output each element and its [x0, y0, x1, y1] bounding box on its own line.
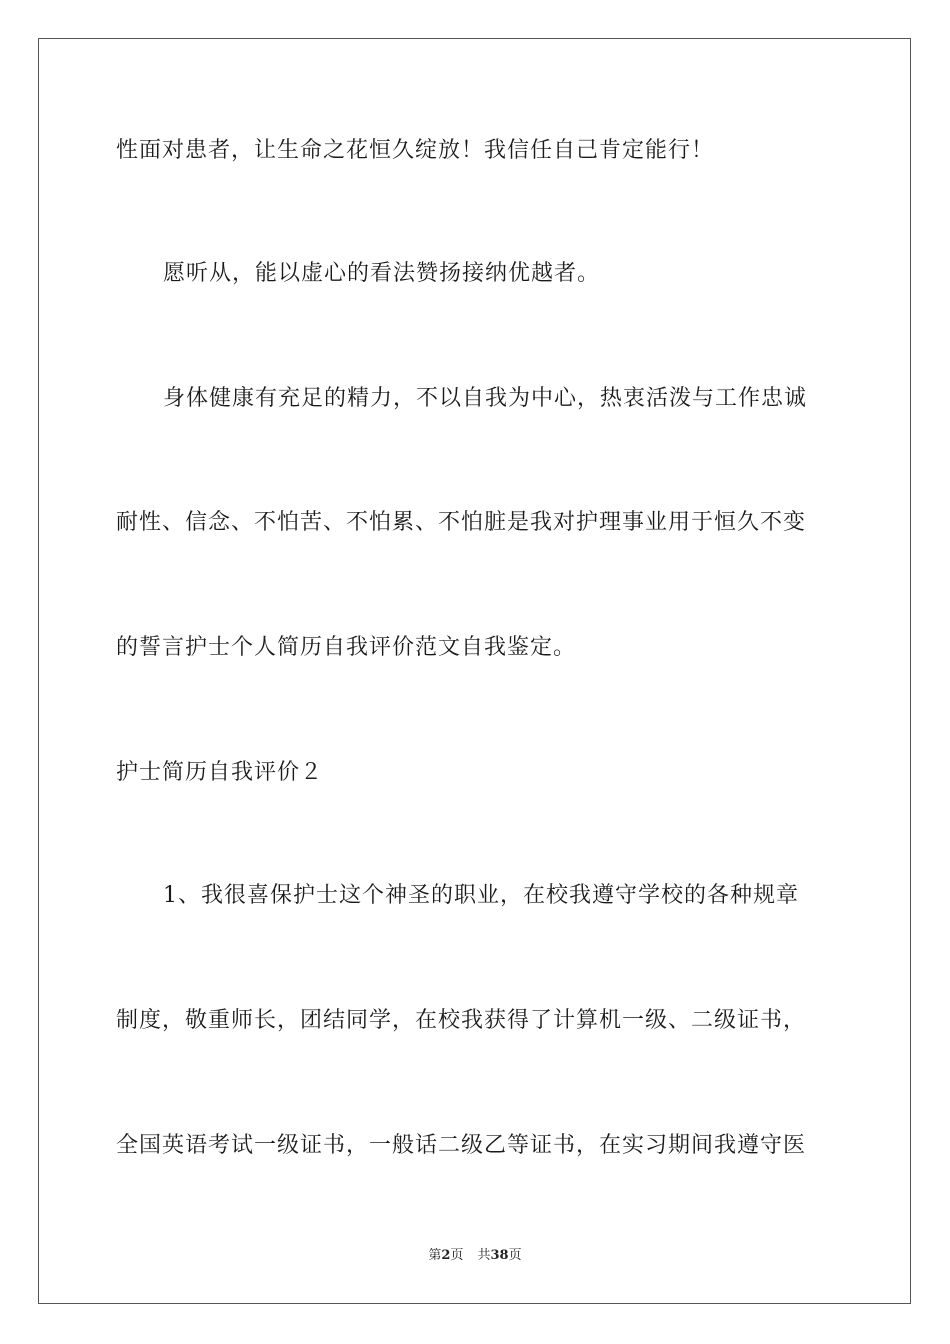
footer-page-number: 2 — [441, 1248, 451, 1263]
text-line-5: 的誓言护士个人简历自我评价范文自我鉴定。 — [116, 635, 577, 660]
footer-total-suffix: 页 — [508, 1248, 522, 1263]
page-border — [38, 38, 911, 1304]
text-line-1: 性面对患者，让生命之花恒久绽放！我信任自己肯定能行！ — [116, 138, 715, 163]
footer-total-prefix: 共 — [477, 1248, 491, 1263]
footer-total-pages: 38 — [490, 1248, 509, 1263]
text-line-3: 身体健康有充足的精力，不以自我为中心，热衷活泼与工作忠诚 — [163, 386, 808, 411]
footer-page-suffix: 页 — [450, 1248, 464, 1263]
text-line-4: 耐性、信念、不怕苦、不怕累、不怕脏是我对护理事业用于恒久不变 — [116, 510, 807, 535]
text-line-7: 1、我很喜保护士这个神圣的职业，在校我遵守学校的各种规章 — [163, 883, 799, 908]
text-line-2: 愿听从，能以虚心的看法赞扬接纳优越者。 — [163, 261, 601, 286]
footer-page-prefix: 第 — [428, 1248, 442, 1263]
text-line-9: 全国英语考试一级证书，一般话二级乙等证书，在实习期间我遵守医 — [116, 1133, 807, 1158]
text-line-8: 制度，敬重师长，团结同学，在校我获得了计算机一级、二级证书， — [116, 1008, 807, 1033]
section-heading: 护士简历自我评价２ — [116, 760, 324, 785]
page-footer — [0, 1247, 950, 1265]
